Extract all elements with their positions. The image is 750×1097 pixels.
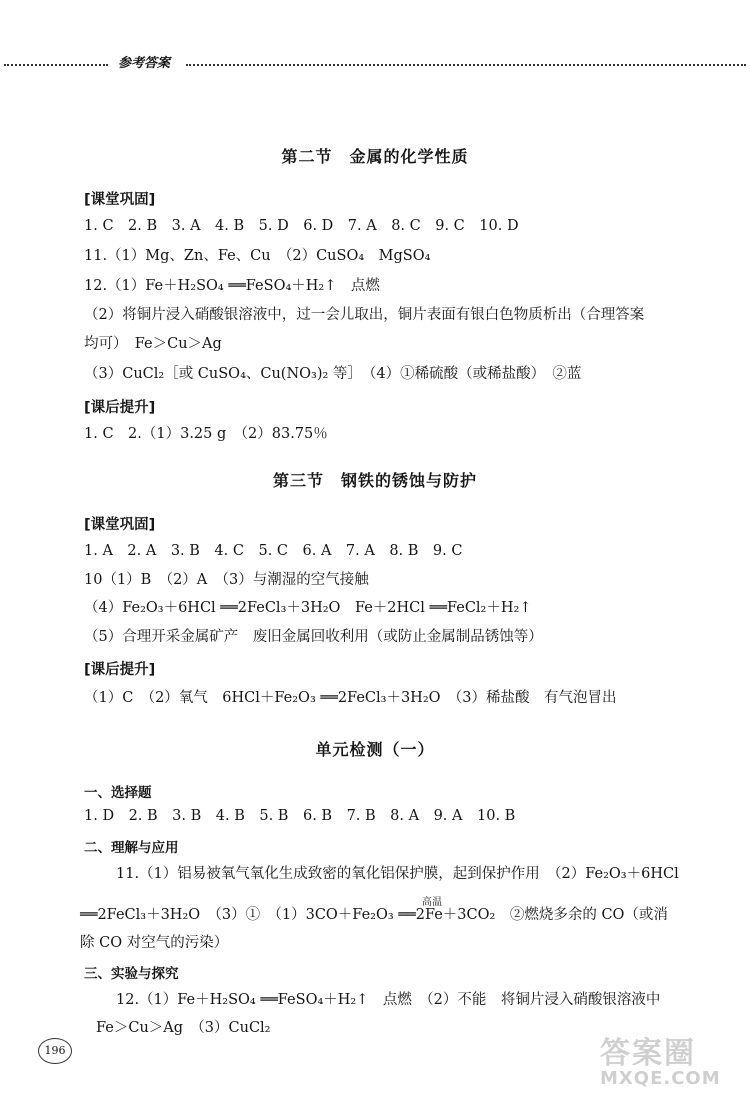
answer-line: 10（1）B （2）A （3）与潮湿的空气接触 — [84, 572, 369, 588]
answer-line: ══2FeCl₃＋3H₂O （3）① （1）3CO＋Fe₂O₃ ══2Fe＋3CO₂ ②燃烧多余的 CO（或消 — [80, 907, 668, 923]
page-number: 196 — [38, 1038, 72, 1064]
answer-line: 1. A 2. A 3. B 4. C 5. C 6. A 7. A 8. B 9. C — [84, 543, 463, 559]
header-rule-left — [4, 64, 108, 66]
answer-line: 均可） Fe＞Cu＞Ag — [84, 336, 222, 352]
answer-line: （4）Fe₂O₃＋6HCl ══2FeCl₃＋3H₂O Fe＋2HCl ══FeCl₂＋H₂↑ — [84, 600, 532, 616]
answer-line: 除 CO 对空气的污染） — [80, 935, 229, 951]
subheading: 一、选择题 — [84, 785, 152, 801]
watermark — [600, 1028, 740, 1090]
reaction-condition: 高温 — [422, 897, 442, 908]
answer-line: （2）将铜片浸入硝酸银溶液中，过一会儿取出，铜片表面有银白色物质析出（合理答案 — [84, 307, 645, 323]
answer-line: 12.（1）Fe＋H₂SO₄ ══FeSO₄＋H₂↑ 点燃 — [84, 278, 380, 294]
answer-line: 12.（1）Fe＋H₂SO₄ ══FeSO₄＋H₂↑ 点燃 （2）不能 将铜片浸入硝酸银溶液中 — [116, 992, 661, 1008]
subheading: [课后提升] — [84, 662, 156, 678]
subheading: 二、理解与应用 — [84, 840, 179, 856]
answer-line: 1. C 2.（1）3.25 g （2）83.75％ — [84, 426, 328, 442]
header-label: 参考答案 — [118, 56, 171, 71]
answer-line: （5）合理开采金属矿产 废旧金属回收利用（或防止金属制品锈蚀等） — [84, 629, 543, 645]
answer-line: Fe＞Cu＞Ag （3）CuCl₂ — [96, 1020, 271, 1036]
answer-line: 11.（1）铝易被氧气氧化生成致密的氧化铝保护膜，起到保护作用 （2）Fe₂O₃＋6HCl — [116, 866, 679, 882]
subheading: [课堂巩固] — [84, 192, 156, 208]
answer-line: 1. C 2. B 3. A 4. B 5. D 6. D 7. A 8. C 9. C 10. D — [84, 218, 519, 234]
section-title: 第三节 钢铁的锈蚀与防护 — [272, 471, 477, 490]
section-title: 单元检测（一） — [315, 740, 435, 759]
section-title: 第二节 金属的化学性质 — [281, 147, 469, 166]
watermark-bottom: MXQE.COM — [600, 1068, 721, 1089]
subheading: [课后提升] — [84, 400, 156, 416]
watermark-top: 答案圈 — [600, 1036, 696, 1071]
answer-line: （1）C （2）氧气 6HCl＋Fe₂O₃ ══2FeCl₃＋3H₂O （3）稀盐酸 有气泡冒出 — [84, 690, 617, 706]
subheading: [课堂巩固] — [84, 517, 156, 533]
answer-line: （3）CuCl₂［或 CuSO₄、Cu(NO₃)₂ 等］ （4）①稀硫酸（或稀盐酸） ②蓝 — [84, 366, 582, 382]
header-rule-right — [186, 64, 746, 66]
subheading: 三、实验与探究 — [84, 966, 179, 982]
answer-line: 1. D 2. B 3. B 4. B 5. B 6. B 7. B 8. A 9. A 10. B — [84, 808, 516, 824]
answer-line: 11.（1）Mg、Zn、Fe、Cu （2）CuSO₄ MgSO₄ — [84, 248, 431, 264]
